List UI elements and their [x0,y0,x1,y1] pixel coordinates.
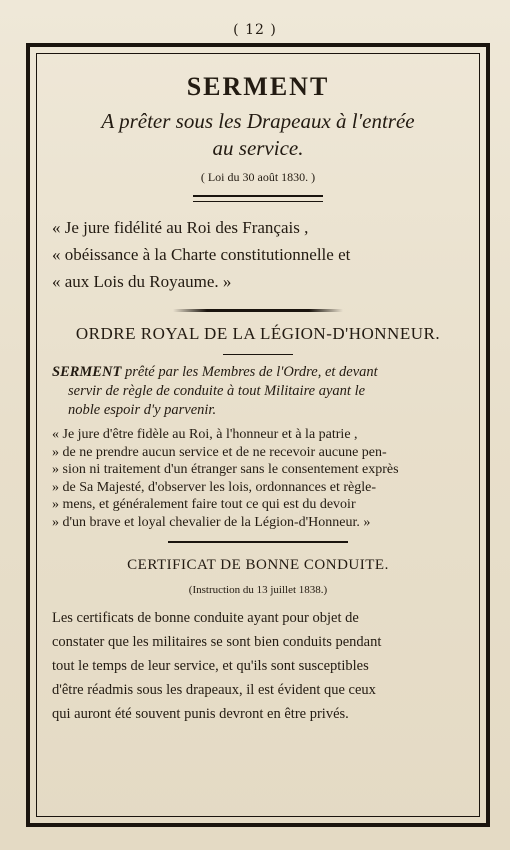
certificate-line: qui auront été souvent punis devront en être privés. [52,706,349,722]
order-oath-line: « Je jure d'être fidèle au Roi, à l'honneur et à la patrie , [52,427,358,442]
order-oath-line: » sion ni traitement d'un étranger sans le consentement exprès [52,462,399,477]
certificate-line: d'être réadmis sous les drapeaux, il est évident que ceux [52,682,376,698]
intro-strong: SERMENT [52,364,122,380]
oath-title: SERMENT [186,72,330,101]
order-oath-line: » mens, et généralement faire tout ce qui est du devoir [52,497,356,512]
order-oath-line: » d'un brave et loyal chevalier de la Légion-d'Honneur. » [52,514,371,530]
swell-divider [173,309,343,312]
intro-line [52,363,466,382]
law-note: ( Loi du 30 août 1830. ) [200,170,316,184]
certificate-line: Les certificats de bonne conduite ayant pour objet de [52,610,359,626]
long-divider [168,541,348,543]
order-intro [52,363,466,420]
oath-line: « obéissance à la Charte constitutionnelle et [52,245,351,264]
certificate-text [52,606,466,726]
oath-subtitle [46,108,470,162]
oath-line: « aux Lois du Royaume. » [52,272,232,291]
order-heading: ORDRE ROYAL DE LA LÉGION-D'HONNEUR. [75,324,441,343]
double-divider [193,195,323,202]
intro-line: noble espoir d'y parvenir. [68,402,217,418]
page-number: ( 12 ) [233,22,277,38]
subtitle-line: au service. [212,136,304,160]
certificate-line: tout le temps de leur service, et qu'ils sont susceptibles [52,658,369,674]
instruction-note: (Instruction du 13 juillet 1838.) [188,584,328,596]
order-oath [52,426,468,531]
intro-line: servir de règle de conduite à tout Militaire ayant le [68,383,366,399]
certificate-line: constater que les militaires se sont bien conduits pendant [52,634,382,650]
subtitle-line: A prêter sous les Drapeaux à l'entrée [101,109,415,133]
army-oath [52,214,466,295]
oath-line: « Je jure fidélité au Roi des Français , [52,218,309,237]
intro-rest: prêté par les Membres de l'Ordre, et devant [121,364,378,380]
certificate-heading: CERTIFICAT DE BONNE CONDUITE. [127,557,389,573]
short-divider [223,354,293,355]
document-body [46,60,470,726]
order-oath-line: » de Sa Majesté, d'observer les lois, ordonnances et règle- [52,479,377,495]
order-oath-line: » de ne prendre aucun service et de ne recevoir aucune pen- [52,444,387,460]
